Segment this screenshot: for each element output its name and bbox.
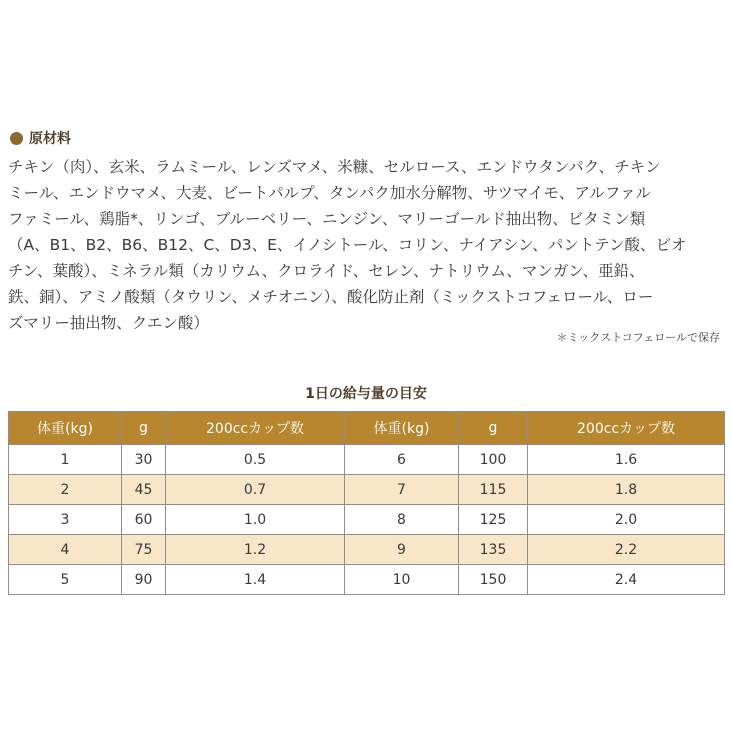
table-cell: 115 [459,475,528,505]
table-cell: 60 [122,505,166,535]
table-cell: 135 [459,535,528,565]
circle-bullet-icon [10,132,23,145]
table-row [9,505,725,535]
table-cell: 45 [122,475,166,505]
table-cell: 30 [122,445,166,475]
table-cell: 1 [9,445,122,475]
table-cell: 9 [345,535,459,565]
header-grams: g [459,412,528,445]
table-cell: 1.2 [166,535,345,565]
table-cell: 125 [459,505,528,535]
header-grams: g [122,412,166,445]
table-cell: 3 [9,505,122,535]
table-cell: 2.2 [528,535,725,565]
header-weight-kg: 体重(kg) [9,412,122,445]
table-cell: 100 [459,445,528,475]
table-row [9,445,725,475]
table-cell: 75 [122,535,166,565]
table-cell: 2 [9,475,122,505]
table-cell: 90 [122,565,166,595]
table-cell: 1.0 [166,505,345,535]
section-title: 原材料 [29,131,71,147]
preservation-note: ＊ミックストコフェロールで保存 [556,331,720,344]
table-cell: 2.4 [528,565,725,595]
table-header-row [9,412,725,445]
table-title: 1日の給与量の目安 [305,386,427,402]
table-cell: 6 [345,445,459,475]
header-weight-kg: 体重(kg) [345,412,459,445]
table-cell: 0.5 [166,445,345,475]
table-cell: 1.8 [528,475,725,505]
table-cell: 1.6 [528,445,725,475]
table-cell: 0.7 [166,475,345,505]
table-cell: 8 [345,505,459,535]
table-row [9,565,725,595]
table-cell: 5 [9,565,122,595]
table-cell: 4 [9,535,122,565]
header-cups: 200ccカップ数 [528,412,725,445]
table-cell: 2.0 [528,505,725,535]
table-cell: 150 [459,565,528,595]
table-row [9,475,725,505]
table-cell: 1.4 [166,565,345,595]
table-row [9,535,725,565]
feeding-table [8,411,725,595]
ingredients-section-header [10,128,71,148]
header-cups: 200ccカップ数 [166,412,345,445]
table-cell: 10 [345,565,459,595]
table-cell: 7 [345,475,459,505]
ingredients-text: チキン（肉）、玄米、ラムミール、レンズマメ、米糠、セルロース、エンドウタンパク、チキン ミール、エンドウマメ、大麦、ビートパルプ、タンパク加水分解物、サツマイモ、アルファル ファミール、鶏脂*、リンゴ、ブルーベリー、ニンジン、マリーゴールド抽出物、ビタミン類 （A、B1、B2、B6、B12、C、D3、E、イノシトール、コリン、ナイアシン、パントテン酸、ビオ チン、葉酸）、ミネラル類（カリウム、クロライド、セレン、ナトリウム、マンガン、亜鉛、 鉄、銅）、アミノ酸類（タウリン、メチオニン）、酸化防止剤（ミックストコフェロール、ロー ズマリー抽出物、クエン酸） [8,158,687,332]
